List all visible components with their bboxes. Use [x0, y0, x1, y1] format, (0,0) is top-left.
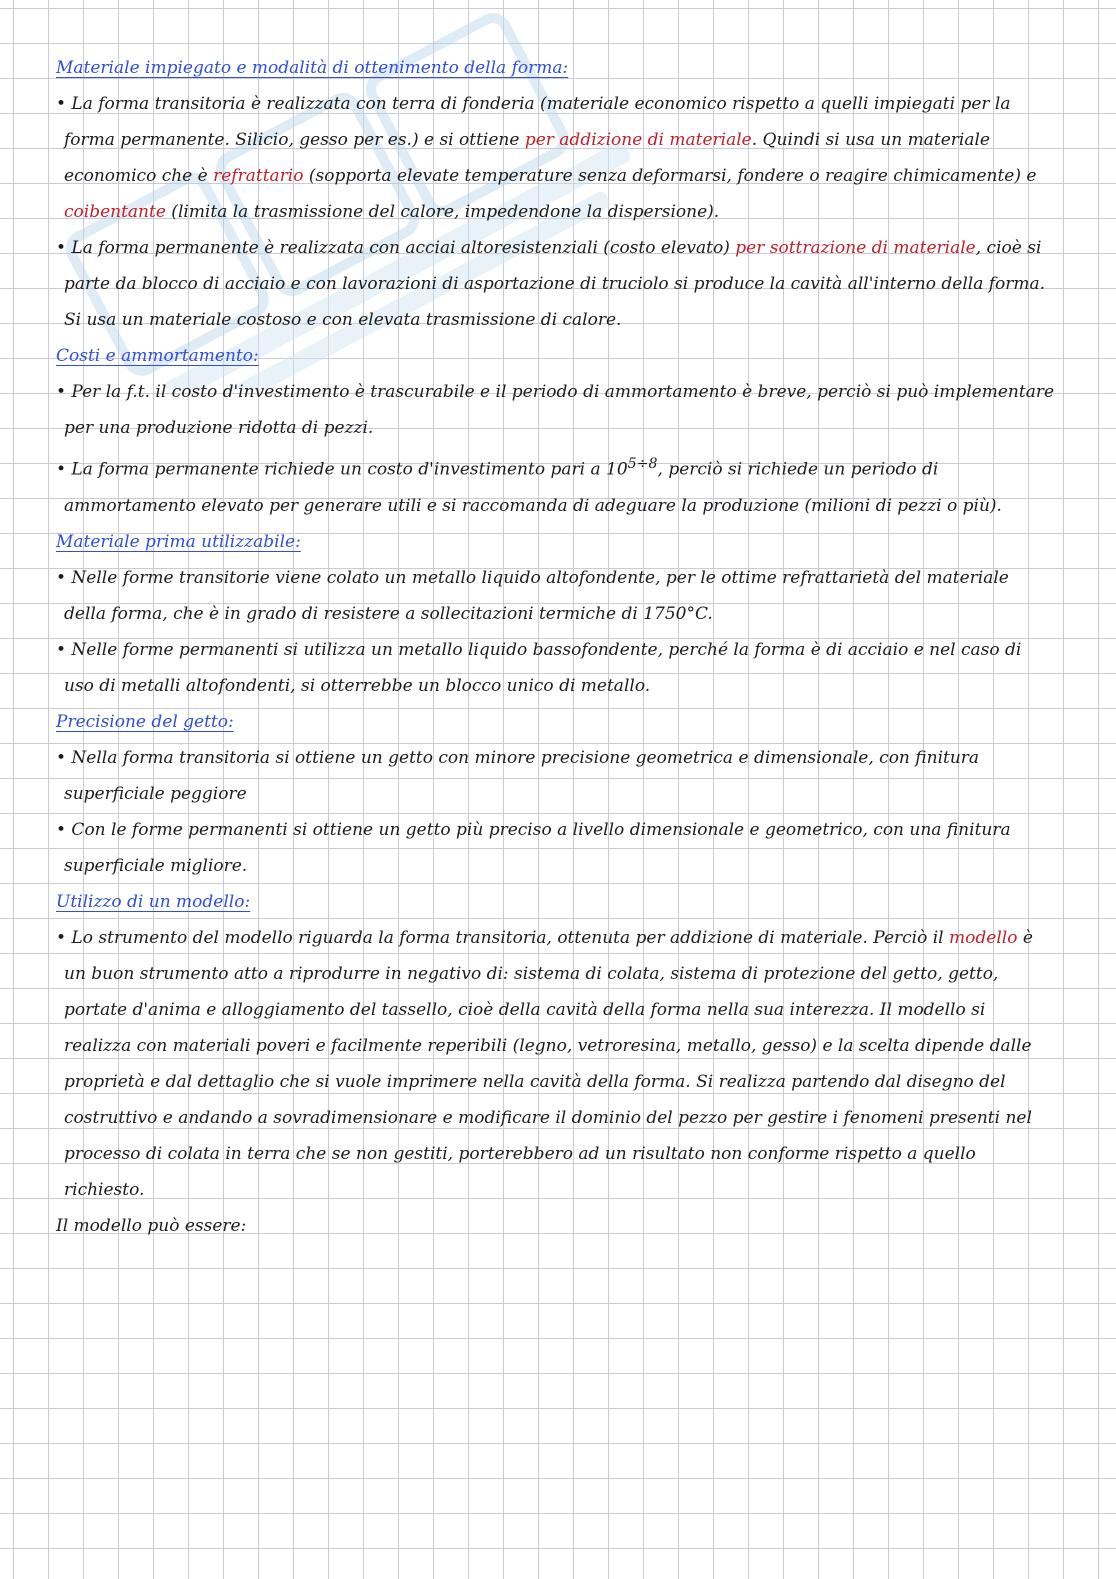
- text-segment: Il modello può essere:: [56, 1215, 247, 1236]
- text-segment: . Quindi si usa un materiale economico che è: [64, 130, 990, 186]
- highlighted-term: modello: [949, 927, 1018, 948]
- text-segment: • Nelle forme transitorie viene colato un metallo liquido altofondente, per le ottime refrattarietà del materiale della forma, che è in grado di resistere a sollecitazioni termiche di 1750°C.: [56, 567, 1009, 624]
- section-heading: Materiale prima utilizzabile:: [56, 531, 301, 552]
- bullet-paragraph: [56, 374, 1056, 446]
- notes-section: [56, 50, 1056, 338]
- bullet-paragraph: [56, 632, 1056, 704]
- text-segment: • Per la f.t. il costo d'investimento è trascurabile e il periodo di ammortamento è breve, perciò si può implementare per una produzione ridotta di pezzi.: [56, 382, 1055, 438]
- section-heading: Utilizzo di un modello:: [56, 891, 251, 912]
- section-heading: Materiale impiegato e modalità di ottenimento della forma:: [56, 58, 569, 78]
- text-segment: è un buon strumento atto a riprodurre in negativo di: sistema di colata, sistema di protezione del getto, getto, portate d'anima e alloggiamento del tassello, cioè della cavità della forma nella sua interezza. Il modello si realizza con materiali poveri e facilmente reperibili (legno, vetroresina, metallo, gesso) e la scelta dipende dalle proprietà e dal dettaglio che si vuole imprimere nella cavità della forma. Si realizza partendo dal disegno del costruttivo e andando a sovradimensionare e modificare il dominio del pezzo per gestire i fenomeni presenti nel processo di colata in terra che se non gestiti, porterebbero ad un risultato non conforme rispetto a quello richiesto.: [64, 927, 1033, 1200]
- notes-section: [56, 524, 1056, 704]
- bullet-paragraph: [56, 86, 1056, 230]
- highlighted-term: per sottrazione di materiale: [735, 238, 976, 258]
- text-segment: • Lo strumento del modello riguarda la forma transitoria, ottenuta per addizione di materiale. Perciò il: [56, 927, 950, 948]
- bullet-paragraph: [56, 446, 1056, 524]
- bullet-paragraph: [56, 560, 1056, 632]
- text-segment: • La forma transitoria è realizzata con terra di fonderia (materiale economico rispetto a quelli impiegati per la forma permanente. Silicio, gesso per es.) e si ottiene: [56, 94, 1011, 150]
- text-segment: • Nella forma transitoria si ottiene un getto con minore precisione geometrica e dimensionale, con finitura superficiale peggiore: [56, 747, 980, 804]
- notes-section: [56, 704, 1056, 884]
- text-segment: , perciò si richiede un periodo di ammortamento elevato per generare utili e si raccomanda di adeguare la produzione (milioni di pezzi o più).: [64, 459, 1002, 516]
- bullet-paragraph: [56, 740, 1056, 812]
- highlighted-term: coibentante: [64, 202, 166, 222]
- notes-section: [56, 884, 1056, 1244]
- text-segment: 5÷8: [627, 456, 658, 472]
- bullet-paragraph: [56, 1208, 1056, 1244]
- text-segment: , cioè si parte da blocco di acciaio e con lavorazioni di asportazione di truciolo si produce la cavità all'interno della forma. Si usa un materiale costoso e con elevata trasmissione di calore.: [64, 238, 1046, 330]
- text-segment: • Nelle forme permanenti si utilizza un metallo liquido bassofondente, perché la forma è di acciaio e nel caso di uso di metalli altofondenti, si otterrebbe un blocco unico di metallo.: [56, 639, 1022, 696]
- section-heading: Precisione del getto:: [56, 711, 234, 732]
- highlighted-term: per addizione di materiale: [524, 130, 752, 150]
- text-segment: • Con le forme permanenti si ottiene un getto più preciso a livello dimensionale e geometrico, con una finitura superficiale migliore.: [56, 819, 1011, 876]
- notes-section: [56, 338, 1056, 524]
- text-segment: (limita la trasmissione del calore, impedendone la dispersione).: [165, 202, 720, 222]
- section-heading: Costi e ammortamento:: [56, 346, 259, 366]
- bullet-paragraph: [56, 812, 1056, 884]
- text-segment: • La forma permanente è realizzata con acciai altoresistenziali (costo elevato): [56, 238, 736, 258]
- bullet-paragraph: [56, 920, 1056, 1208]
- text-segment: (sopporta elevate temperature senza deformarsi, fondere o reagire chimicamente) e: [303, 166, 1037, 186]
- notes-sheet: [56, 50, 1056, 1244]
- highlighted-term: refrattario: [213, 166, 304, 186]
- text-segment: • La forma permanente richiede un costo d'investimento pari a 10: [56, 459, 628, 480]
- bullet-paragraph: [56, 230, 1056, 338]
